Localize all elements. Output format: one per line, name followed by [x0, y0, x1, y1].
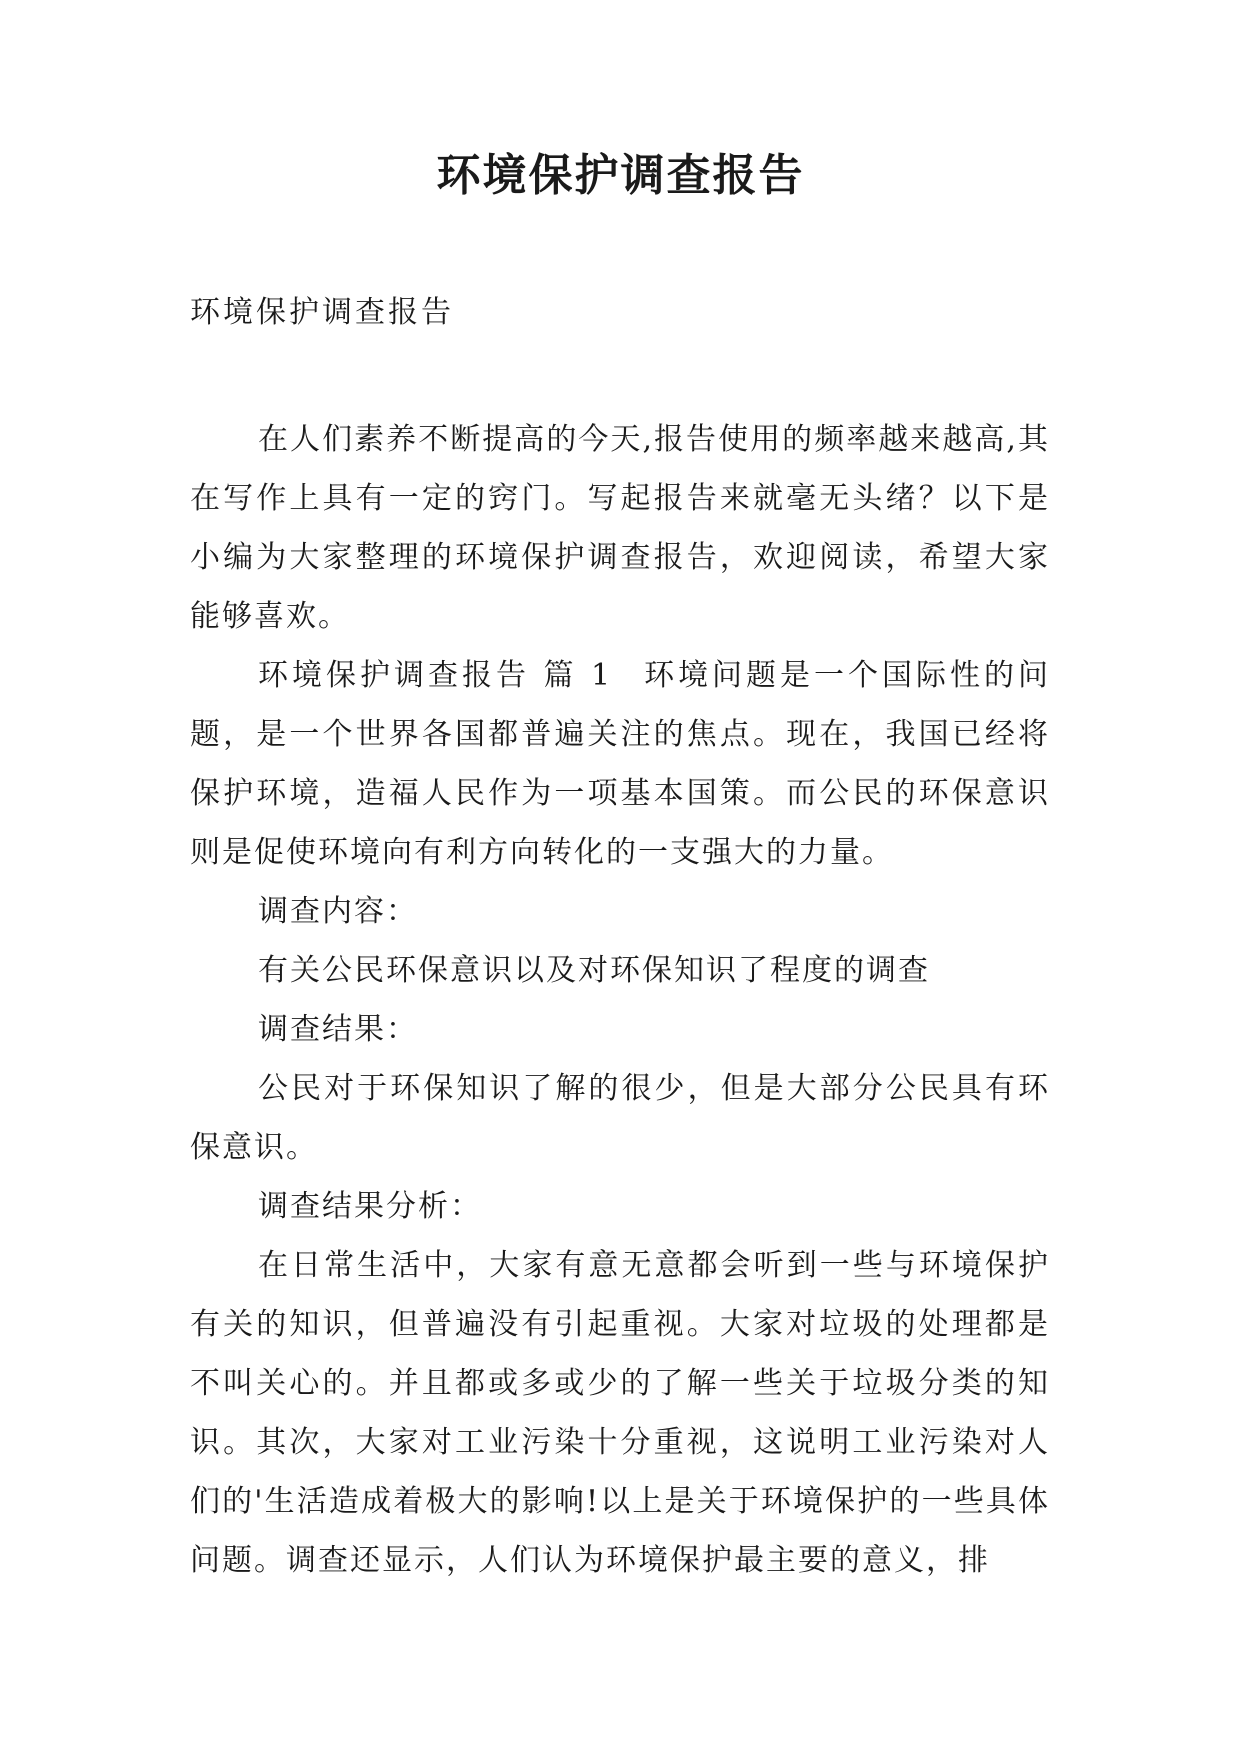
result-analysis-heading — [190, 1177, 1050, 1236]
paragraph-text: 在日常生活中，大家有意无意都会听到一些与环境保护有关的知识，但普遍没有引起重视。大家对垃圾的处理都是不叫关心的。并且都或多或少的了解一些关于垃圾分类的知识。其次，大家对工业污染十分重视，这说明工业污染对人们的'生活造成着极大的影响!以上是关于环境保护的一些具体问题。调查还显示，人们认为环境保护最主要的意义，排 — [190, 1248, 1050, 1578]
document-body — [190, 410, 1050, 1590]
survey-content-heading — [190, 882, 1050, 941]
section-label: 环境保护调查报告 篇 1 — [258, 658, 613, 693]
survey-content-paragraph — [190, 941, 1050, 1000]
survey-result-heading — [190, 1000, 1050, 1059]
survey-result-paragraph — [190, 1059, 1050, 1177]
paragraph-text: 环境问题是一个国际性的问题，是一个世界各国都普遍关注的焦点。现在，我国已经将保护环境，造福人民作为一项基本国策。而公民的环保意识则是促使环境向有利方向转化的一支强大的力量。 — [190, 658, 1050, 870]
result-analysis-paragraph — [190, 1236, 1050, 1590]
paragraph-text: 在人们素养不断提高的今天,报告使用的频率越来越高,其在写作上具有一定的窍门。写起报告来就毫无头绪？以下是小编为大家整理的环境保护调查报告，欢迎阅读，希望大家能够喜欢。 — [190, 422, 1050, 634]
paragraph-text: 有关公民环保意识以及对环保知识了程度的调查 — [258, 953, 930, 988]
paragraph-text: 调查内容： — [258, 894, 418, 929]
document-title: 环境保护调查报告 — [436, 150, 805, 201]
paragraph-text: 调查结果分析： — [258, 1189, 482, 1224]
paragraph-text: 调查结果： — [258, 1012, 418, 1047]
intro-paragraph — [190, 410, 1050, 646]
paragraph-text: 公民对于环保知识了解的很少，但是大部分公民具有环保意识。 — [190, 1071, 1050, 1165]
section-paragraph — [190, 646, 1050, 882]
document-heading: 环境保护调查报告 — [190, 295, 454, 330]
